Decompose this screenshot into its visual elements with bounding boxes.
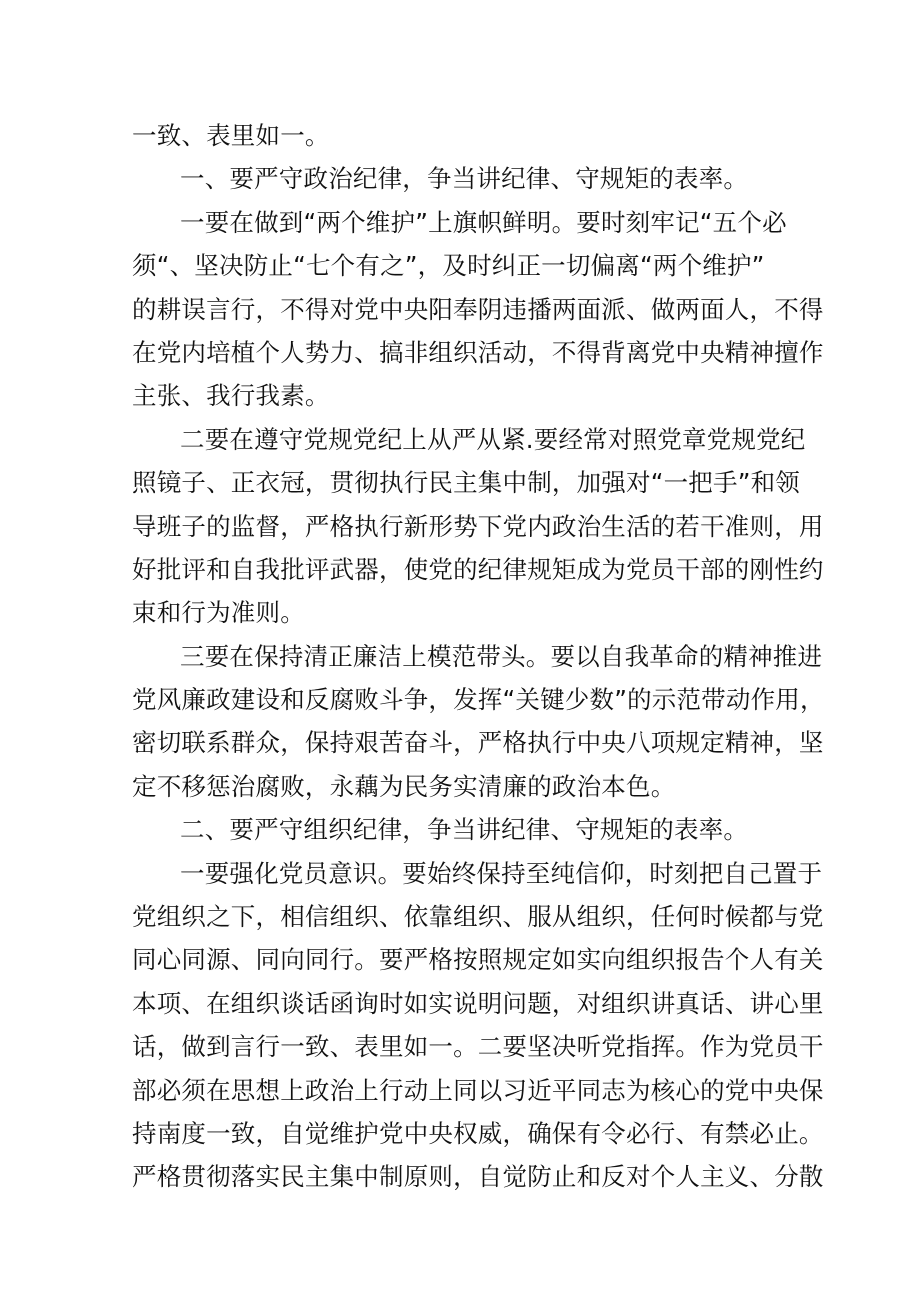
text-line-11: 好批评和自我批评武器，使党的纪律规矩成为党员干部的刚性约 [132, 554, 824, 584]
text-line-10: 导班子的监督，严格执行新形势下党内政治生活的若干准则，用 [132, 511, 824, 541]
text-line-17: 二、要严守组织纪律，争当讲纪律、守规矩的表率。 [180, 815, 749, 845]
text-line-3: 一要在做到“两个维护”上旗帜鲜明。要时刻牢记“五个必 [180, 207, 787, 237]
text-line-16: 定不移惩治腐败，永藕为民务实清廉的政治本色。 [132, 771, 676, 801]
text-line-23: 部必须在思想上政治上行动上同以习近平同志为核心的党中央保 [132, 1075, 824, 1105]
text-line-19: 党组织之下，相信组织、依靠组织、服从组织，任何时候都与党 [132, 902, 824, 932]
text-line-5: 的耕误言行，不得对党中央阳奉阴违播两面派、做两面人，不得 [132, 294, 824, 324]
text-line-1: 一致、表里如一。 [132, 121, 330, 150]
text-line-6: 在党内培植个人势力、搞非组织活动，不得背离党中央精神擅作 [132, 337, 824, 367]
text-line-24: 持南度一致，自觉维护党中央权威，确保有令必行、有禁必止。 [132, 1118, 824, 1148]
text-line-7: 主张、我行我素。 [132, 381, 330, 411]
text-line-18: 一要强化党员意识。要始终保持至纯信仰，时刻把自己置于 [180, 858, 823, 888]
document-body [132, 114, 825, 1199]
text-line-20: 同心同源、同向同行。要严格按照规定如实向组织报告个人有关 [132, 945, 824, 975]
text-line-9: 照镜子、正衣冠，贯彻执行民主集中制，加强对“一把手”和领 [132, 468, 800, 498]
text-line-13: 三要在保持清正廉洁上模范带头。要以自我革命的精神推进 [180, 641, 823, 671]
text-line-2: 一、要严守政治纪律，争当讲纪律、守规矩的表率。 [180, 164, 749, 194]
text-line-8: 二要在遵守党规党纪上从严从紧.要经常对照党章党规党纪 [180, 424, 806, 454]
text-line-15: 密切联系群众，保持艰苦奋斗，严格执行中央八项规定精神，坚 [132, 728, 824, 758]
text-line-21: 本项、在组织谈话函询时如实说明问题，对组织讲真话、讲心里 [132, 988, 824, 1018]
text-line-14: 党风廉政建设和反腐败斗争，发挥“关键少数”的示范带动作用， [132, 685, 825, 715]
text-line-4: 须“、坚决防止“七个有之”，及时纠正一切偏离“两个维护” [132, 251, 765, 281]
text-line-25: 严格贯彻落实民主集中制原则，自觉防止和反对个人主义、分散 [132, 1162, 824, 1192]
text-line-22: 话，做到言行一致、表里如一。二要坚决听党指挥。作为党员干 [132, 1032, 824, 1062]
text-line-12: 束和行为准则。 [132, 598, 305, 628]
